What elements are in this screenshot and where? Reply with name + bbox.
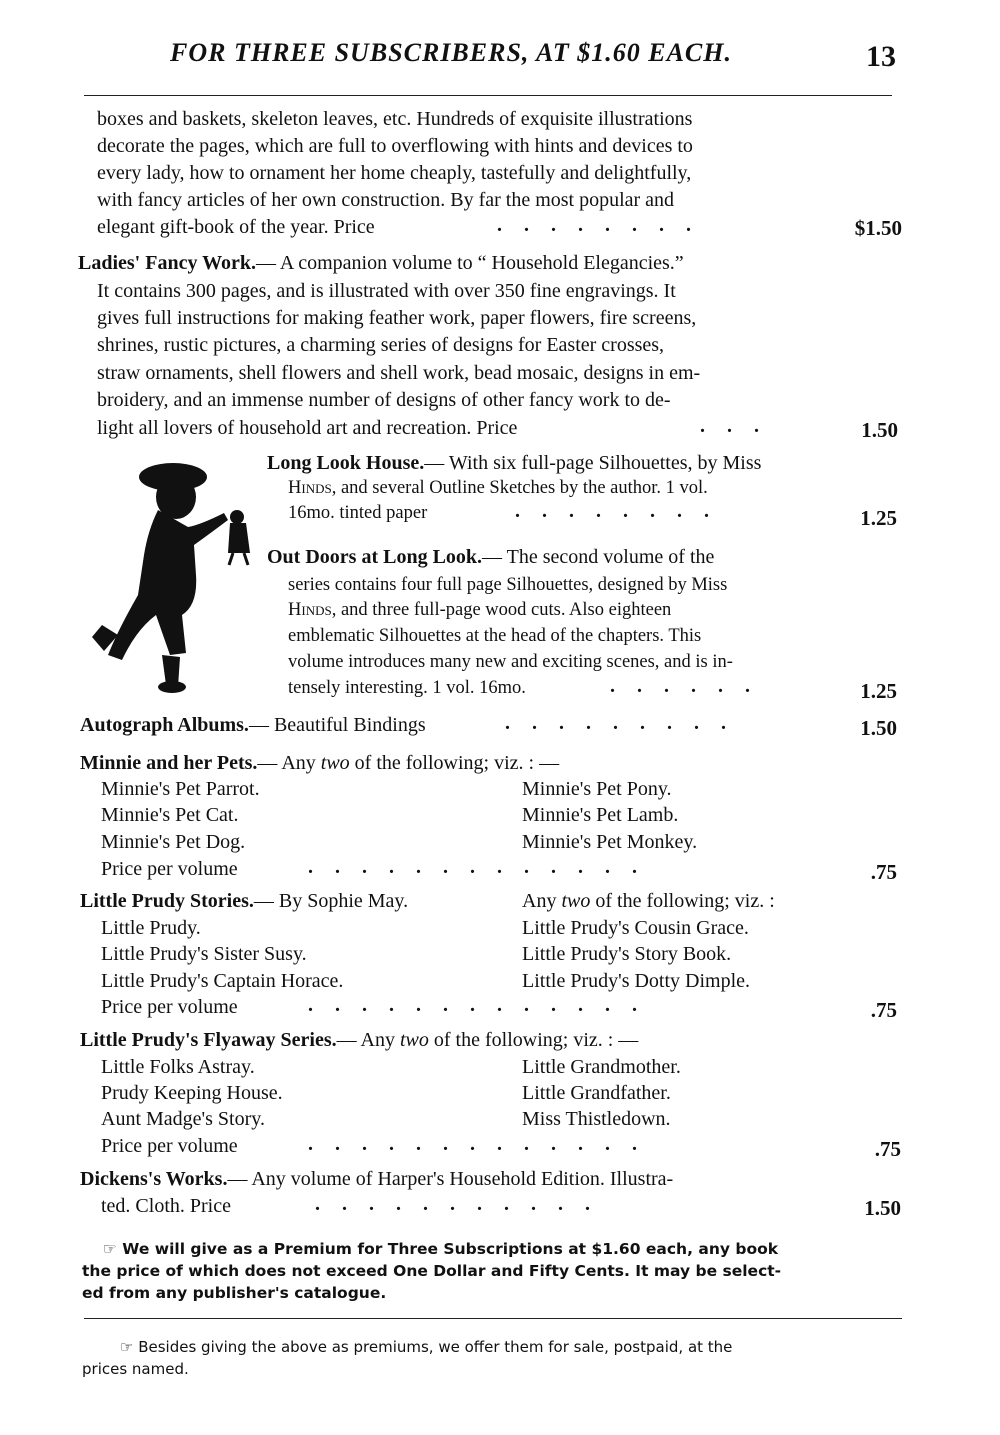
sale-note-line: ☞ Besides giving the above as premiums, we offer them for sale, postpaid, at the bbox=[120, 1338, 733, 1356]
intro-line: every lady, how to ornament her home cheaply, tastefully and delightfully, bbox=[97, 162, 692, 184]
leader-dots: ........ bbox=[497, 214, 713, 236]
intro-price: $1.50 bbox=[854, 216, 902, 240]
sale-note-line: prices named. bbox=[82, 1360, 189, 1378]
ladies-line: straw ornaments, shell flowers and shell work, bead mosaic, designs in em- bbox=[97, 362, 701, 384]
ladies-line: — A companion volume to “ Household Elegancies.” bbox=[256, 252, 684, 274]
ladies-title: Ladies' Fancy Work. bbox=[78, 252, 256, 274]
premium-note-line: ed from any publisher's catalogue. bbox=[82, 1284, 387, 1302]
flyaway-text: of the following; viz. : — bbox=[428, 1029, 639, 1051]
leader-dots: ............. bbox=[308, 1133, 659, 1155]
ladies-line: light all lovers of household art and recreation. Price bbox=[97, 417, 518, 439]
leader-dots: ...... bbox=[610, 675, 772, 697]
flyaway-price: .75 bbox=[874, 1137, 901, 1161]
list-item: Little Prudy. bbox=[101, 917, 201, 939]
prudy-price: .75 bbox=[870, 998, 897, 1022]
leader-dots: ... bbox=[700, 415, 781, 437]
minnie-text: of the following; viz. : — bbox=[349, 752, 560, 774]
dickens-line: — Any volume of Harper's Household Edition. Illustra- bbox=[227, 1168, 674, 1190]
list-item: Little Prudy's Story Book. bbox=[522, 943, 732, 965]
list-item: Minnie's Pet Parrot. bbox=[101, 778, 260, 800]
ladies-price: 1.50 bbox=[861, 418, 898, 442]
running-header: FOR THREE SUBSCRIBERS, AT $1.60 EACH. bbox=[170, 38, 732, 67]
prudy-viz bbox=[522, 890, 775, 913]
author-name: Hinds bbox=[288, 600, 332, 620]
prudy-title: Little Prudy Stories. bbox=[80, 890, 254, 912]
ladies-line: shrines, rustic pictures, a charming series of designs for Easter crosses, bbox=[97, 334, 665, 356]
ladies-line: It contains 300 pages, and is illustrated with over 350 fine engravings. It bbox=[97, 280, 676, 302]
intro-line: boxes and baskets, skeleton leaves, etc. Hundreds of exquisite illustrations bbox=[97, 108, 693, 130]
list-item: Minnie's Pet Dog. bbox=[101, 831, 246, 853]
list-item: Little Grandmother. bbox=[522, 1056, 681, 1078]
longlook-first-line bbox=[267, 452, 761, 475]
autograph-title: Autograph Albums. bbox=[80, 714, 249, 736]
leader-dots: ............. bbox=[308, 994, 659, 1016]
price-label: Price per volume bbox=[101, 858, 238, 880]
intro-line: with fancy articles of her own construction. By far the most popular and bbox=[97, 189, 675, 211]
list-item: Minnie's Pet Pony. bbox=[522, 778, 672, 800]
list-item: Little Prudy's Captain Horace. bbox=[101, 970, 344, 992]
outdoors-line: emblematic Silhouettes at the head of the chapters. This bbox=[288, 626, 702, 646]
dickens-price: 1.50 bbox=[864, 1196, 901, 1220]
list-item: Minnie's Pet Cat. bbox=[101, 804, 239, 826]
longlook-title: Long Look House. bbox=[267, 452, 425, 474]
list-item: Little Prudy's Cousin Grace. bbox=[522, 917, 749, 939]
list-item: Aunt Madge's Story. bbox=[101, 1108, 265, 1130]
prudy-two: two bbox=[561, 890, 591, 912]
prudy-author: — By Sophie May. bbox=[253, 890, 409, 912]
list-item: Prudy Keeping House. bbox=[101, 1082, 283, 1104]
author-name: Hinds bbox=[288, 478, 332, 498]
prudy-heading bbox=[80, 890, 408, 913]
intro-line: decorate the pages, which are full to overflowing with hints and devices to bbox=[97, 135, 693, 157]
header-rule bbox=[84, 95, 892, 96]
outdoors-line: series contains four full page Silhouettes, designed by Miss bbox=[288, 575, 728, 595]
girl-silhouette-illustration bbox=[78, 455, 253, 695]
longlook-line: , and several Outline Sketches by the author. 1 vol. bbox=[331, 478, 708, 498]
prudy-text: Any bbox=[522, 890, 562, 912]
page-number: 13 bbox=[866, 40, 896, 73]
outdoors-title: Out Doors at Long Look. bbox=[267, 546, 483, 568]
footer-rule bbox=[84, 1318, 902, 1319]
intro-line: elegant gift-book of the year. Price bbox=[97, 216, 375, 238]
minnie-heading bbox=[80, 752, 559, 775]
dickens-title: Dickens's Works. bbox=[80, 1168, 228, 1190]
outdoors-first-line bbox=[267, 546, 714, 569]
autograph-line bbox=[80, 714, 426, 737]
outdoors-price: 1.25 bbox=[860, 679, 897, 703]
ladies-line: gives full instructions for making feather work, paper flowers, fire screens, bbox=[97, 307, 697, 329]
outdoors-line: , and three full-page wood cuts. Also eighteen bbox=[331, 600, 672, 620]
outdoors-line: — The second volume of the bbox=[482, 546, 715, 568]
leader-dots: ............. bbox=[308, 856, 659, 878]
list-item: Little Prudy's Sister Susy. bbox=[101, 943, 307, 965]
autograph-desc: — Beautiful Bindings bbox=[248, 714, 426, 736]
prudy-text: of the following; viz. : bbox=[590, 890, 775, 912]
longlook-line: — With six full-page Silhouettes, by Miss bbox=[424, 452, 762, 474]
premium-note-line: the price of which does not exceed One Dollar and Fifty Cents. It may be select- bbox=[82, 1262, 782, 1280]
longlook-second-line bbox=[288, 478, 708, 499]
flyaway-text: — Any bbox=[336, 1029, 400, 1051]
price-label: Price per volume bbox=[101, 996, 238, 1018]
ladies-entry-first-line bbox=[78, 252, 684, 275]
premium-note-line: ☞ We will give as a Premium for Three Subscriptions at $1.60 each, any book bbox=[103, 1240, 779, 1258]
flyaway-two: two bbox=[399, 1029, 429, 1051]
flyaway-title: Little Prudy's Flyaway Series. bbox=[80, 1029, 337, 1051]
leader-dots: ......... bbox=[505, 712, 748, 734]
list-item: Minnie's Pet Monkey. bbox=[522, 831, 698, 853]
outdoors-line: tensely interesting. 1 vol. 16mo. bbox=[288, 678, 526, 698]
minnie-title: Minnie and her Pets. bbox=[80, 752, 258, 774]
outdoors-third-line bbox=[288, 600, 671, 621]
longlook-line: 16mo. tinted paper bbox=[288, 503, 428, 523]
minnie-text: — Any bbox=[257, 752, 321, 774]
minnie-price: .75 bbox=[870, 860, 897, 884]
price-label: Price per volume bbox=[101, 1135, 238, 1157]
autograph-price: 1.50 bbox=[860, 716, 897, 740]
leader-dots: ........... bbox=[315, 1193, 612, 1215]
list-item: Little Prudy's Dotty Dimple. bbox=[522, 970, 751, 992]
dickens-heading bbox=[80, 1168, 673, 1191]
minnie-two: two bbox=[320, 752, 350, 774]
list-item: Minnie's Pet Lamb. bbox=[522, 804, 679, 826]
ladies-line: broidery, and an immense number of designs of other fancy work to de- bbox=[97, 389, 671, 411]
list-item: Little Folks Astray. bbox=[101, 1056, 255, 1078]
outdoors-line: volume introduces many new and exciting scenes, and is in- bbox=[288, 652, 733, 672]
flyaway-heading bbox=[80, 1029, 638, 1052]
list-item: Little Grandfather. bbox=[522, 1082, 671, 1104]
dickens-line: ted. Cloth. Price bbox=[101, 1195, 231, 1217]
longlook-price: 1.25 bbox=[860, 506, 897, 530]
leader-dots: ........ bbox=[515, 500, 731, 522]
list-item: Miss Thistledown. bbox=[522, 1108, 671, 1130]
